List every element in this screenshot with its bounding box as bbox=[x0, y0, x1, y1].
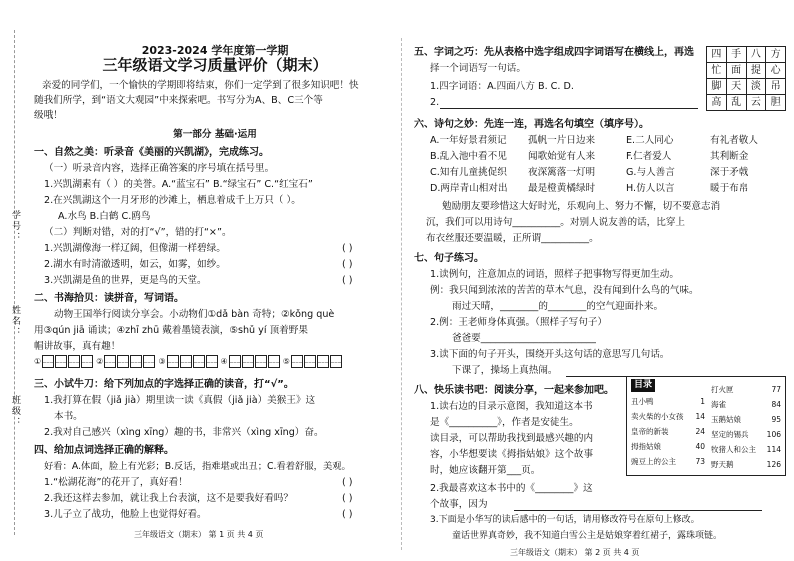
grid-number: ② bbox=[96, 357, 104, 366]
page-footer-right: 三年级语文（期末） 第 2 页 共 4 页 bbox=[510, 548, 640, 557]
char-cell: 八 bbox=[746, 47, 766, 63]
char-box[interactable] bbox=[255, 355, 267, 368]
toc-page: 1 bbox=[700, 397, 705, 406]
s4-q2: 2.我还这样去参加，就让我上台表演，这不是要我好看吗？ bbox=[44, 493, 293, 504]
school-year: 2023-2024 学年度第一学期 bbox=[141, 44, 289, 57]
s8-line-2: 是《__________》，作者是安徒生。 bbox=[430, 417, 579, 428]
toc-page: 126 bbox=[766, 460, 781, 469]
char-box[interactable] bbox=[81, 355, 93, 368]
s1-q1: 1.兴凯湖素有（ ）的美誉。A.“蓝宝石” B.“绿宝石” C.“红宝石” bbox=[44, 179, 313, 190]
char-cell: 面 bbox=[726, 63, 746, 79]
toc-page: 73 bbox=[695, 457, 705, 466]
toc-item: 拇指姑娘 bbox=[631, 442, 661, 451]
s4-definition: 好看：A.体面，脸上有光彩；B.反话，指难堪或出丑；C.看着舒服，美观。 bbox=[44, 461, 351, 472]
section-8-title: 八、快乐读书吧：阅读分享，一起来参加吧。 bbox=[414, 385, 614, 396]
char-cell: 忙 bbox=[707, 63, 727, 79]
toc-page: 24 bbox=[695, 427, 705, 436]
s7-q3: 3.读下面的句子开头，围绕开头这句话的意思写几句话。 bbox=[430, 349, 670, 360]
s5-line-4: 2. bbox=[430, 97, 440, 108]
intro-line-3: 级哦！ bbox=[34, 110, 63, 121]
char-cell: 天 bbox=[726, 79, 746, 95]
toc-heading: 目录 bbox=[631, 379, 655, 392]
answer-bracket[interactable]: ( ) bbox=[342, 477, 353, 488]
s8-line-3: 读目录，可以帮助我找到最感兴趣的内 bbox=[430, 433, 594, 444]
char-box[interactable] bbox=[242, 355, 254, 368]
s2-line-3: 帽讲故事，真有趣！ bbox=[34, 341, 121, 352]
answer-bracket[interactable]: ( ) bbox=[342, 493, 353, 504]
s1-q2-options: A.水鸟 B.白鹤 C.鸥鸟 bbox=[58, 211, 151, 222]
section-7-title: 七、句子练习。 bbox=[414, 253, 484, 264]
char-cell: 手 bbox=[726, 47, 746, 63]
grid-number: ① bbox=[34, 357, 42, 366]
toc-item: 玉鹅姑娘 bbox=[711, 415, 741, 424]
s2-line-2: 用③qún jiā 诵读；④zhī zhū 戴着墨镜表演，⑤shǔ yí 顶着野果 bbox=[34, 325, 308, 336]
toc-page: 77 bbox=[771, 385, 781, 394]
char-cell: 方 bbox=[766, 47, 786, 63]
s1-sub1: （一）听录音内容，选择正确答案的序号填在括号里。 bbox=[44, 163, 275, 174]
s8-line-1: 1.读右边的目录示意图，我知道这本书 bbox=[430, 401, 593, 412]
char-box[interactable] bbox=[330, 355, 342, 368]
char-cell: 吊 bbox=[766, 79, 786, 95]
char-box[interactable] bbox=[229, 355, 241, 368]
page-right bbox=[404, 0, 794, 561]
char-cell: 胆 bbox=[766, 95, 786, 111]
saying-left[interactable]: F.仁者爱人 bbox=[626, 151, 672, 162]
s7-q2: 2.例：王老师身体真强。（照样子写句子） bbox=[430, 317, 608, 328]
char-box[interactable] bbox=[317, 355, 329, 368]
s7-q1: 1.读例句，注意加点的词语，照样子把事物写得更加生动。 bbox=[430, 269, 679, 280]
page-divider bbox=[401, 38, 402, 550]
section-3-title: 三、小试牛刀：给下列加点的字选择正确的读音，打“√”。 bbox=[34, 379, 294, 390]
toc-page: 40 bbox=[695, 442, 705, 451]
poem-left[interactable]: D.两岸青山相对出 bbox=[430, 183, 508, 194]
section-6-title: 六、诗句之妙：先连一连，再选名句填空（填序号）。 bbox=[414, 119, 649, 130]
saying-left[interactable]: G.与人善言 bbox=[626, 167, 675, 178]
s6-para-1: 勉励朋友要珍惜这大好时光，乐观向上、努力不懈，切不要意志消 bbox=[442, 201, 721, 212]
toc-page: 114 bbox=[766, 445, 781, 454]
toc-item: 皇帝的新装 bbox=[631, 427, 669, 436]
poem-left[interactable]: A.一年好景君须记 bbox=[430, 135, 507, 146]
s6-para-2: 沉，我们可以用诗句__________。对别人说友善的话，比穿上 bbox=[426, 217, 686, 228]
char-box[interactable] bbox=[117, 355, 129, 368]
char-box[interactable] bbox=[193, 355, 205, 368]
char-box[interactable] bbox=[268, 355, 280, 368]
toc-item: 豌豆上的公主 bbox=[631, 457, 676, 466]
s3-line-1: 1.我打算在假（jiǎ jià）期里读一读《真假（jiǎ jià）美猴王》这 bbox=[44, 395, 316, 406]
char-table bbox=[706, 46, 786, 111]
toc-item: 丑小鸭 bbox=[631, 397, 654, 406]
s1-q2: 2.在兴凯湖这个一月牙形的沙滩上，栖息着成千上万只（ ）。 bbox=[44, 195, 301, 206]
answer-bracket[interactable]: ( ) bbox=[342, 259, 353, 270]
binding-margin bbox=[0, 0, 30, 561]
toc-page: 106 bbox=[766, 430, 781, 439]
char-box[interactable] bbox=[55, 355, 67, 368]
section-1-title: 一、自然之美：听录音《美丽的兴凯湖》，完成练习。 bbox=[34, 147, 269, 158]
char-cell: 高 bbox=[707, 95, 727, 111]
s3-line-2: 本书。 bbox=[54, 411, 83, 422]
char-box[interactable] bbox=[180, 355, 192, 368]
s1-j2: 2.湖水有时清澈透明，如云，如雾，如纱。 bbox=[44, 259, 226, 270]
section-2-title: 二、书海拾贝：读拼音，写词语。 bbox=[34, 293, 184, 304]
toc-item: 坚定的锡兵 bbox=[711, 430, 749, 439]
saying-right[interactable]: 有礼者敬人 bbox=[710, 135, 758, 146]
s1-j3: 3.兴凯湖是鱼的世界，更是鸟的天堂。 bbox=[44, 275, 207, 286]
s7-answer-2[interactable]: 爸爸要________________________ bbox=[452, 333, 596, 344]
s5-line-3: 1.四字词语：A.四面八方 B. C. D. bbox=[430, 81, 574, 92]
section-5-title: 五、字词之巧：先从表格中选字组成四字词语写在横线上，再选 bbox=[414, 47, 694, 58]
grid-number: ④ bbox=[220, 357, 228, 366]
answer-line[interactable] bbox=[514, 510, 762, 511]
s3-line-3: 2.我对自己感兴（xìng xīng）趣的书，非常兴（xìng xīng）奋。 bbox=[44, 427, 324, 438]
grid-cell[interactable] bbox=[283, 355, 342, 368]
char-cell: 乱 bbox=[726, 95, 746, 111]
section-4-title: 四、给加点词选择正确的解释。 bbox=[34, 445, 174, 456]
toc-page: 95 bbox=[771, 415, 781, 424]
s7-answer-1[interactable]: 雨过天晴，________的________的空气迎面扑来。 bbox=[452, 301, 664, 312]
toc-item: 打火匣 bbox=[711, 385, 734, 394]
toc-page: 84 bbox=[771, 400, 781, 409]
intro-line-1: 亲爱的同学们，一个愉快的学期即将结束，你们一定学到了很多知识吧！快 bbox=[42, 80, 359, 91]
saying-right[interactable]: 暖于布帛 bbox=[710, 183, 749, 194]
char-box[interactable] bbox=[143, 355, 155, 368]
saying-right[interactable]: 其利断金 bbox=[710, 151, 749, 162]
s2-line-1: 动物王国举行阅读分享会。小动物们①dǎ bàn 奇特；②kǒng què bbox=[54, 309, 335, 320]
s8-line-8: 3.下面是小华写的读后感中的一句话，请用修改符号在原句上修改。 bbox=[430, 515, 700, 525]
answer-line[interactable] bbox=[440, 108, 698, 109]
answer-bracket[interactable]: ( ) bbox=[342, 243, 353, 254]
book-toc bbox=[626, 376, 786, 476]
char-cell: 四 bbox=[707, 47, 727, 63]
char-box[interactable] bbox=[304, 355, 316, 368]
grid-number: ③ bbox=[158, 357, 166, 366]
poem-mid[interactable]: 孤帆一片日边来 bbox=[528, 135, 596, 146]
s7-example-1: 例：我只闻到浓浓的苦苦的草木气息，没有闻到什么鸟的气味。 bbox=[430, 285, 699, 296]
s8-line-9: 童话世界真奇妙，我不知道白雪公主是姑娘穿着红裙子，露珠项链。 bbox=[452, 531, 723, 541]
s1-j1: 1.兴凯湖像海一样辽阔，但像湖一样碧绿。 bbox=[44, 243, 226, 254]
char-box[interactable] bbox=[291, 355, 303, 368]
saying-left[interactable]: H.仿人以言 bbox=[626, 183, 675, 194]
s8-line-4: 容，小华想要读《拇指姑娘》这个故事 bbox=[430, 449, 594, 460]
grid-cell[interactable] bbox=[34, 355, 93, 368]
name-label: 姓名： bbox=[10, 305, 20, 338]
saying-right[interactable]: 深于矛戟 bbox=[710, 167, 749, 178]
binding-line bbox=[14, 30, 15, 535]
part-heading: 第一部分 基础·运用 bbox=[173, 129, 257, 140]
toc-item: 卖火柴的小女孩 bbox=[631, 412, 684, 421]
s7-answer-3: 下课了，操场上真热闹。 bbox=[452, 365, 558, 376]
char-box[interactable] bbox=[167, 355, 179, 368]
answer-bracket[interactable]: ( ) bbox=[342, 275, 353, 286]
page-title: 三年级语文学习质量评价（期末） bbox=[102, 56, 328, 74]
grid-cell[interactable] bbox=[96, 355, 155, 368]
poem-left[interactable]: B.乱入池中看不见 bbox=[430, 151, 507, 162]
pinyin-answer-grid bbox=[34, 355, 342, 368]
s1-sub2: （二）判断对错，对的打“√”，错的打“×”。 bbox=[44, 227, 232, 238]
class-label: 班级： bbox=[10, 395, 20, 428]
poem-mid[interactable]: 夜深篱落一灯明 bbox=[528, 167, 596, 178]
s8-line-7: 个故事，因为 bbox=[430, 499, 488, 510]
char-box[interactable] bbox=[68, 355, 80, 368]
char-cell: 心 bbox=[766, 63, 786, 79]
toc-page: 14 bbox=[695, 412, 705, 421]
grid-cell[interactable] bbox=[221, 355, 280, 368]
s6-para-3: 布衣丝服还要温暖，正所谓__________。 bbox=[426, 233, 599, 244]
answer-bracket[interactable]: ( ) bbox=[342, 509, 353, 520]
s8-line-6: 2.我最喜欢这本书中的《________》这 bbox=[430, 483, 593, 494]
s4-q3: 3.儿子立了战功，他脸上也觉得好看。 bbox=[44, 509, 207, 520]
char-box[interactable] bbox=[42, 355, 54, 368]
toc-item: 牧猪人和公主 bbox=[711, 445, 756, 454]
s4-q1: 1.“松湖花海”的花开了，真好看！ bbox=[44, 477, 188, 488]
char-cell: 云 bbox=[746, 95, 766, 111]
char-box[interactable] bbox=[130, 355, 142, 368]
s5-line-2: 择一个词语写一句话。 bbox=[430, 63, 526, 74]
s8-line-5: 时，她应该翻开第___页。 bbox=[430, 465, 541, 476]
grid-cell[interactable] bbox=[158, 355, 217, 368]
saying-left[interactable]: E.二人同心 bbox=[626, 135, 674, 146]
intro-line-2: 随我们所学，到“语文大观园”中来探索吧。书写分为A、B、C三个等 bbox=[34, 95, 323, 106]
char-box[interactable] bbox=[104, 355, 116, 368]
seat-label: 学号： bbox=[10, 210, 20, 243]
toc-item: 野天鹅 bbox=[711, 460, 734, 469]
char-box[interactable] bbox=[206, 355, 218, 368]
toc-item: 海雀 bbox=[711, 400, 726, 409]
char-cell: 脚 bbox=[707, 79, 727, 95]
page-footer-left: 三年级语文（期末） 第 1 页 共 4 页 bbox=[134, 530, 264, 539]
poem-mid[interactable]: 闻歌始觉有人来 bbox=[528, 151, 596, 162]
char-cell: 淡 bbox=[746, 79, 766, 95]
char-cell: 提 bbox=[746, 63, 766, 79]
grid-number: ⑤ bbox=[282, 357, 290, 366]
poem-left[interactable]: C.知有儿童挑促织 bbox=[430, 167, 507, 178]
poem-mid[interactable]: 最是橙黄橘绿时 bbox=[528, 183, 596, 194]
